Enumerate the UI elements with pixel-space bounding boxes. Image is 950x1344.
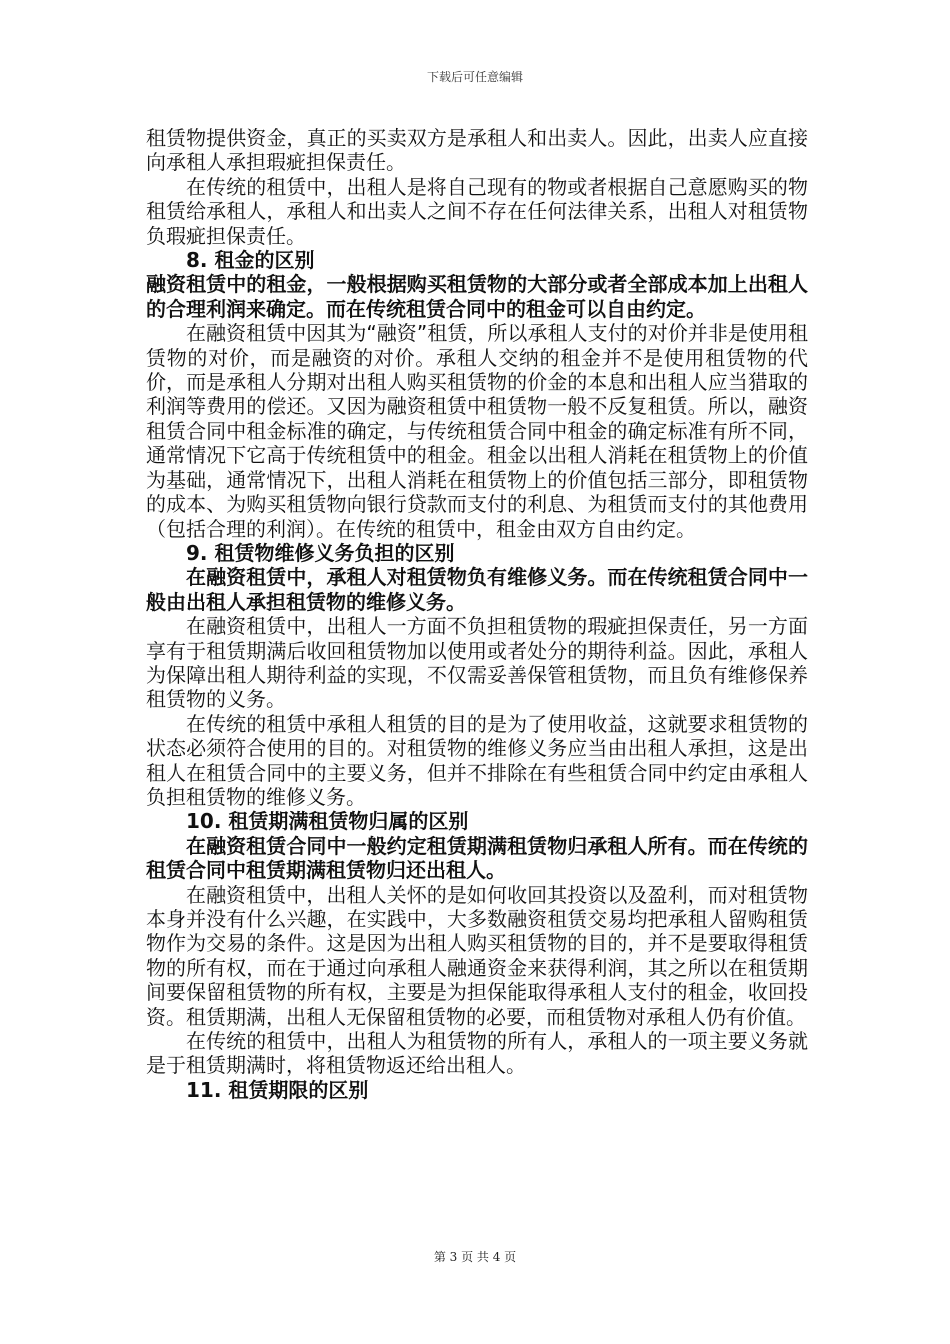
document-body (146, 126, 808, 1102)
section-heading: 9. 租赁物维修义务负担的区别 (186, 540, 455, 565)
paragraph: 在传统的租赁中承租人租赁的目的是为了使用收益，这就要求租赁物的状态必须符合使用的目的。对租赁物的维修义务应当由出租人承担，这是出租人在租赁合同中的主要义务，但并不排除在有些租赁合同中约定由承租人负担租赁物的维修义务。 (146, 711, 808, 809)
section-heading: 8. 租金的区别 (186, 248, 315, 273)
paragraph: 在融资租赁中，出租人一方面不负担租赁物的瑕疵担保责任，另一方面享有于租赁期满后收回租赁物加以使用或者处分的期待利益。因此，承租人为保障出租人期待利益的实现，不仅需妥善保管租赁物，而且负有维修保养租赁物的义务。 (146, 614, 808, 712)
page-footer: 第 3 页 共 4 页 (433, 1250, 517, 1264)
paragraph: 在传统的租赁中，出租人是将自己现有的物或者根据自己意愿购买的物租赁给承租人，承租人和出卖人之间不存在任何法律关系，出租人对租赁物负瑕疵担保责任。 (146, 174, 808, 248)
page-header: 下载后可任意编辑 (426, 70, 523, 84)
bold-summary-paragraph: 在融资租赁合同中一般约定租赁期满租赁物归承租人所有。而在传统的租赁合同中租赁期满租赁物归还出租人。 (146, 833, 808, 883)
paragraph: 在融资租赁中，出租人关怀的是如何收回其投资以及盈利，而对租赁物本身并没有什么兴趣，在实践中，大多数融资租赁交易均把承租人留购租赁物作为交易的条件。这是因为出租人购买租赁物的目的，并不是要取得租赁物的所有权，而在于通过向承租人融通资金来获得利润，其之所以在租赁期间要保留租赁物的所有权，主要是为担保能取得承租人支付的租金，收回投资。租赁期满，出租人无保留租赁物的必要，而租赁物对承租人仍有价值。 (146, 882, 808, 1029)
paragraph: 在融资租赁中因其为“融资”租赁，所以承租人支付的对价并非是使用租赁物的对价，而是融资的对价。承租人交纳的租金并不是使用租赁物的代价，而是承租人分期对出租人购买租赁物的价金的本息和出租人应当猎取的利润等费用的偿还。又因为融资租赁中租赁物一般不反复租赁。所以，融资租赁合同中租金标准的确定，与传统租赁合同中租金的确定标准有所不同，通常情况下它高于传统租赁中的租金。租金以出租人消耗在租赁物上的价值为基础，通常情况下，出租人消耗在租赁物上的价值包括三部分，即租赁物的成本、为购买租赁物向银行贷款而支付的利息、为租赁而支付的其他费用（包括合理的利润）。在传统的租赁中，租金由双方自由约定。 (146, 321, 808, 541)
bold-summary-paragraph: 在融资租赁中，承租人对租赁物负有维修义务。而在传统租赁合同中一般由出租人承担租赁物的维修义务。 (146, 565, 808, 614)
bold-summary-paragraph: 融资租赁中的租金，一般根据购买租赁物的大部分或者全部成本加上出租人的合理利润来确定。而在传统租赁合同中的租金可以自由约定。 (146, 272, 808, 321)
section-heading: 10. 租赁期满租赁物归属的区别 (186, 809, 469, 834)
section-heading: 11. 租赁期限的区别 (186, 1077, 369, 1102)
paragraph: 租赁物提供资金，真正的买卖双方是承租人和出卖人。因此，出卖人应直接向承租人承担瑕疵担保责任。 (146, 126, 808, 175)
paragraph: 在传统的租赁中，出租人为租赁物的所有人，承租人的一项主要义务就是于租赁期满时，将租赁物返还给出租人。 (146, 1029, 808, 1078)
